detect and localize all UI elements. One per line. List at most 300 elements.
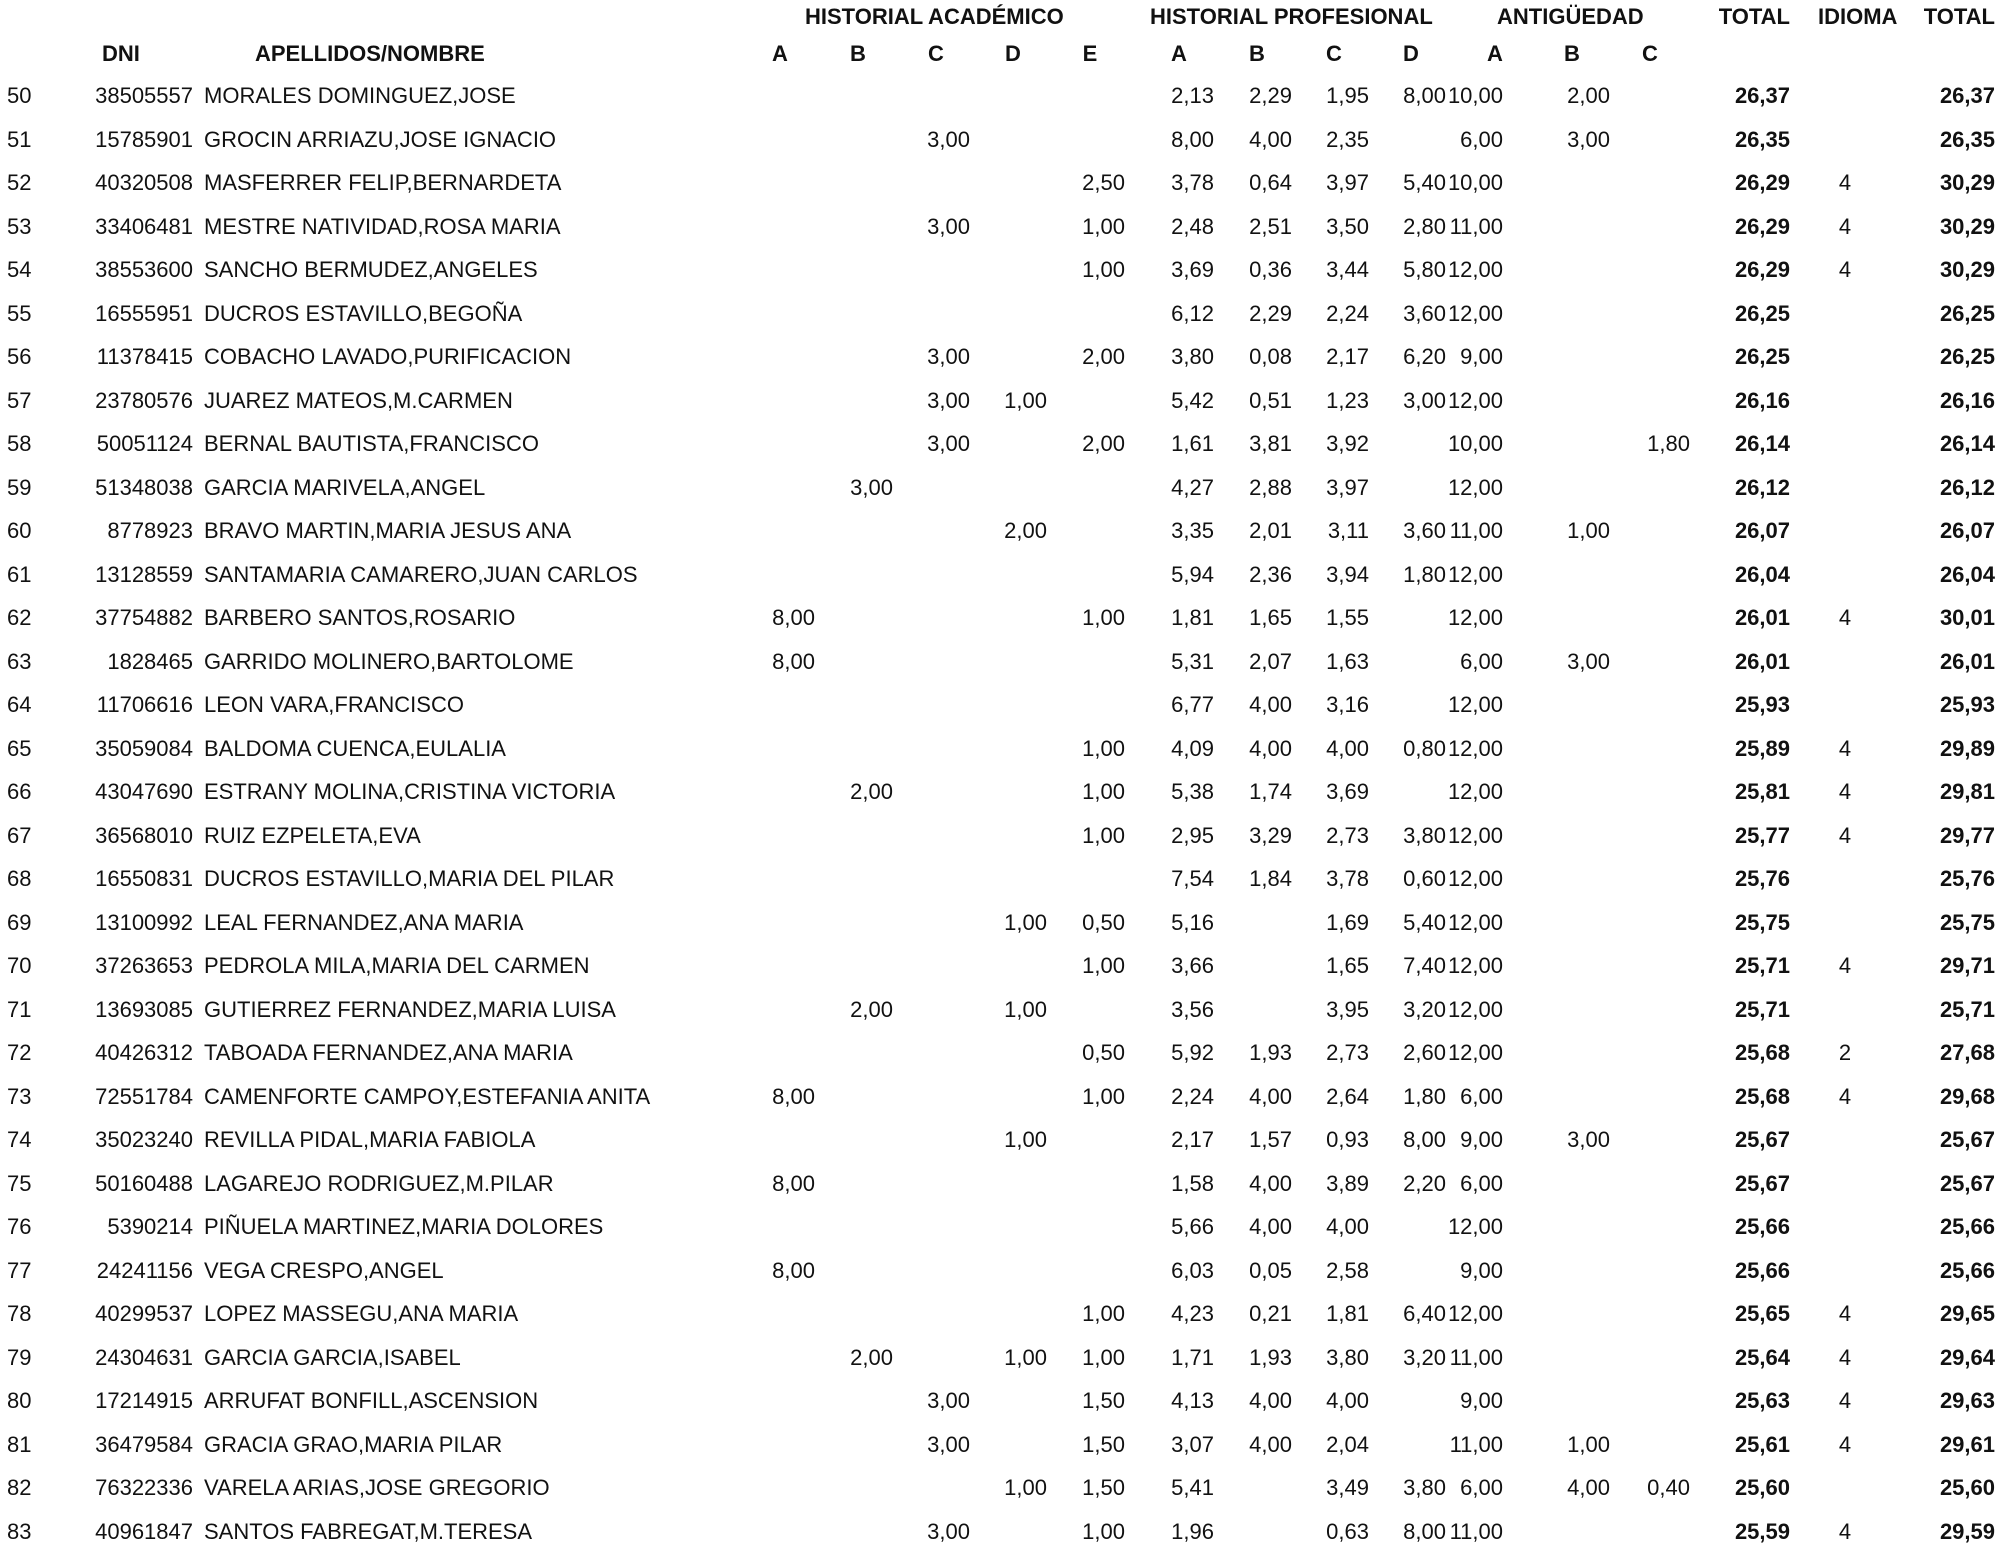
row-number: 65 <box>7 735 32 761</box>
row-prof-b: 1,93 <box>1249 1040 1292 1065</box>
row-dni: 40961847 <box>95 1518 193 1544</box>
row-acad-e: 1,50 <box>1082 1388 1125 1413</box>
row-dni: 35023240 <box>95 1127 193 1152</box>
row-prof-a: 4,27 <box>1171 474 1214 500</box>
row-name: CAMENFORTE CAMPOY,ESTEFANIA ANITA <box>204 1083 651 1109</box>
row-prof-a: 5,66 <box>1171 1214 1214 1239</box>
row-number: 61 <box>7 561 32 587</box>
row-acad-e: 1,00 <box>1082 1518 1125 1544</box>
row-number: 63 <box>7 648 32 674</box>
row-antig-a: 10,00 <box>1447 83 1503 108</box>
row-prof-a: 4,23 <box>1171 1301 1214 1326</box>
row-antig-a: 6,00 <box>1460 126 1503 152</box>
row-prof-a: 1,61 <box>1171 431 1214 456</box>
row-name: MASFERRER FELIP,BERNARDETA <box>204 170 562 195</box>
row-name: BERNAL BAUTISTA,FRANCISCO <box>204 431 539 456</box>
row-total: 25,67 <box>1734 1170 1790 1196</box>
row-prof-b: 2,88 <box>1249 474 1292 500</box>
row-number: 75 <box>7 1170 32 1196</box>
row-prof-c: 3,49 <box>1326 1475 1369 1500</box>
row-prof-d: 5,40 <box>1403 909 1446 935</box>
row-number: 53 <box>7 213 32 239</box>
row-name: VARELA ARIAS,JOSE GREGORIO <box>204 1475 550 1500</box>
row-total: 26,35 <box>1734 126 1790 152</box>
row-prof-d: 8,00 <box>1403 1518 1446 1544</box>
row-prof-c: 2,64 <box>1326 1083 1369 1109</box>
row-dni: 35059084 <box>95 735 193 761</box>
row-prof-b: 2,36 <box>1249 561 1292 587</box>
row-total-final: 29,71 <box>1939 953 1995 978</box>
row-prof-b: 0,36 <box>1249 257 1292 282</box>
row-idioma: 4 <box>1838 1431 1852 1457</box>
row-acad-a: 8,00 <box>772 1083 815 1109</box>
row-dni: 16555951 <box>95 300 193 326</box>
row-prof-d: 3,80 <box>1403 1475 1446 1500</box>
row-acad-e: 1,00 <box>1082 1344 1125 1370</box>
row-prof-d: 0,80 <box>1403 735 1446 761</box>
row-prof-c: 3,89 <box>1326 1170 1369 1196</box>
row-acad-c: 3,00 <box>927 213 970 239</box>
row-total: 26,16 <box>1734 387 1790 413</box>
row-total: 25,65 <box>1734 1301 1790 1326</box>
row-antig-a: 12,00 <box>1447 1040 1503 1065</box>
row-prof-b: 4,00 <box>1249 126 1292 152</box>
row-antig-a: 12,00 <box>1447 474 1503 500</box>
row-antig-b: 3,00 <box>1567 648 1610 674</box>
row-name: PIÑUELA MARTINEZ,MARIA DOLORES <box>204 1214 604 1239</box>
row-name: MESTRE NATIVIDAD,ROSA MARIA <box>204 213 561 239</box>
row-idioma: 4 <box>1838 822 1852 848</box>
row-total: 25,60 <box>1734 1475 1790 1500</box>
row-total-final: 26,12 <box>1939 474 1995 500</box>
row-name: GARRIDO MOLINERO,BARTOLOME <box>204 648 574 674</box>
col-prof-a: A <box>1171 41 1187 66</box>
row-prof-a: 6,03 <box>1171 1257 1214 1283</box>
row-prof-d: 3,60 <box>1403 518 1446 543</box>
row-name: VEGA CRESPO,ANGEL <box>204 1257 444 1283</box>
row-prof-a: 6,12 <box>1171 300 1214 326</box>
row-dni: 37754882 <box>95 605 193 630</box>
row-prof-a: 5,41 <box>1171 1475 1214 1500</box>
row-acad-c: 3,00 <box>927 126 970 152</box>
row-antig-b: 1,00 <box>1567 518 1610 543</box>
row-name: JUAREZ MATEOS,M.CARMEN <box>204 387 513 413</box>
row-prof-d: 3,80 <box>1403 822 1446 848</box>
row-total: 25,66 <box>1734 1257 1790 1283</box>
row-total: 26,14 <box>1734 431 1790 456</box>
row-dni: 11378415 <box>96 344 193 369</box>
col-acad-d: D <box>1005 41 1021 66</box>
row-prof-d: 1,80 <box>1403 1083 1446 1109</box>
row-prof-b: 3,29 <box>1249 822 1292 848</box>
row-prof-c: 2,24 <box>1326 300 1369 326</box>
row-acad-e: 0,50 <box>1082 909 1125 935</box>
row-prof-c: 3,94 <box>1326 561 1369 587</box>
row-antig-a: 12,00 <box>1447 561 1503 587</box>
row-prof-a: 5,31 <box>1171 648 1214 674</box>
row-acad-e: 1,00 <box>1082 213 1125 239</box>
row-prof-a: 5,94 <box>1171 561 1214 587</box>
row-idioma: 4 <box>1838 1344 1852 1370</box>
row-total-final: 29,59 <box>1939 1518 1995 1544</box>
row-prof-a: 3,56 <box>1171 996 1214 1022</box>
row-prof-a: 1,96 <box>1171 1518 1214 1544</box>
row-idioma: 2 <box>1838 1040 1852 1065</box>
row-name: SANTAMARIA CAMARERO,JUAN CARLOS <box>204 561 638 587</box>
row-prof-d: 3,60 <box>1403 300 1446 326</box>
row-idioma: 4 <box>1838 779 1852 804</box>
row-acad-e: 1,00 <box>1082 953 1125 978</box>
row-prof-b: 1,74 <box>1249 779 1292 804</box>
row-acad-b: 2,00 <box>850 996 893 1022</box>
row-antig-a: 11,00 <box>1449 1518 1503 1544</box>
row-acad-e: 1,50 <box>1082 1475 1125 1500</box>
row-total: 26,07 <box>1734 518 1790 543</box>
row-acad-d: 1,00 <box>1004 996 1047 1022</box>
col-acad-a: A <box>772 41 788 66</box>
row-name: MORALES DOMINGUEZ,JOSE <box>204 83 516 108</box>
row-number: 77 <box>7 1257 32 1283</box>
row-number: 73 <box>7 1083 32 1109</box>
row-dni: 15785901 <box>95 126 193 152</box>
row-antig-a: 12,00 <box>1447 909 1503 935</box>
row-total-final: 25,76 <box>1939 866 1995 891</box>
row-total-final: 26,25 <box>1939 300 1995 326</box>
row-total: 26,29 <box>1734 257 1790 282</box>
row-prof-a: 8,00 <box>1171 126 1214 152</box>
row-name: GARCIA MARIVELA,ANGEL <box>204 474 486 500</box>
row-prof-d: 2,60 <box>1403 1040 1446 1065</box>
row-acad-e: 1,00 <box>1082 1301 1125 1326</box>
col-antig-b: B <box>1564 41 1580 66</box>
row-number: 58 <box>7 431 32 456</box>
row-total-final: 26,35 <box>1939 126 1995 152</box>
row-total: 26,37 <box>1734 83 1790 108</box>
row-acad-e: 0,50 <box>1082 1040 1125 1065</box>
row-prof-b: 1,65 <box>1249 605 1292 630</box>
row-total-final: 29,77 <box>1939 822 1995 848</box>
col-prof-b: B <box>1249 41 1265 66</box>
row-total: 25,93 <box>1734 692 1790 717</box>
row-number: 72 <box>7 1040 32 1065</box>
row-antig-a: 10,00 <box>1447 170 1503 195</box>
row-idioma: 4 <box>1838 213 1852 239</box>
row-prof-d: 2,20 <box>1403 1170 1446 1196</box>
row-acad-c: 3,00 <box>927 344 970 369</box>
row-prof-b: 0,21 <box>1249 1301 1292 1326</box>
row-dni: 43047690 <box>95 779 193 804</box>
row-number: 64 <box>7 692 32 717</box>
group-antiguedad: ANTIGÜEDAD <box>1497 4 1644 29</box>
row-name: BRAVO MARTIN,MARIA JESUS ANA <box>204 518 572 543</box>
row-number: 68 <box>7 866 32 891</box>
group-total: TOTAL <box>1718 4 1790 29</box>
row-name: ESTRANY MOLINA,CRISTINA VICTORIA <box>204 779 616 804</box>
row-total: 25,68 <box>1734 1040 1790 1065</box>
row-prof-b: 0,51 <box>1249 387 1292 413</box>
row-number: 55 <box>7 300 32 326</box>
row-number: 80 <box>7 1388 32 1413</box>
row-total: 25,75 <box>1734 909 1790 935</box>
row-idioma: 4 <box>1838 170 1852 195</box>
row-prof-a: 5,42 <box>1171 387 1214 413</box>
row-prof-d: 6,20 <box>1403 344 1446 369</box>
row-total-final: 25,67 <box>1939 1170 1995 1196</box>
row-prof-c: 1,63 <box>1326 648 1369 674</box>
row-prof-c: 4,00 <box>1326 1214 1369 1239</box>
row-prof-d: 5,80 <box>1403 257 1446 282</box>
row-number: 62 <box>7 605 32 630</box>
row-prof-a: 3,80 <box>1171 344 1214 369</box>
row-acad-e: 1,00 <box>1082 605 1125 630</box>
row-antig-a: 12,00 <box>1447 996 1503 1022</box>
row-number: 79 <box>7 1344 32 1370</box>
row-total: 25,67 <box>1734 1127 1790 1152</box>
row-total-final: 29,89 <box>1939 735 1995 761</box>
row-number: 57 <box>7 387 32 413</box>
row-antig-b: 4,00 <box>1567 1475 1610 1500</box>
row-antig-a: 10,00 <box>1447 431 1503 456</box>
row-acad-c: 3,00 <box>927 1431 970 1457</box>
row-total: 26,25 <box>1734 300 1790 326</box>
row-prof-b: 2,29 <box>1249 83 1292 108</box>
row-prof-d: 3,20 <box>1403 1344 1446 1370</box>
row-prof-c: 1,69 <box>1326 909 1369 935</box>
row-dni: 13128559 <box>95 561 193 587</box>
row-prof-a: 2,24 <box>1171 1083 1214 1109</box>
row-prof-b: 1,84 <box>1249 866 1292 891</box>
row-total: 25,89 <box>1734 735 1790 761</box>
row-idioma: 4 <box>1838 953 1852 978</box>
row-total-final: 25,93 <box>1939 692 1995 717</box>
row-number: 66 <box>7 779 32 804</box>
row-acad-a: 8,00 <box>772 1257 815 1283</box>
row-antig-a: 6,00 <box>1460 1083 1503 1109</box>
row-prof-c: 3,69 <box>1326 779 1369 804</box>
row-idioma: 4 <box>1838 1301 1852 1326</box>
row-acad-c: 3,00 <box>927 1388 970 1413</box>
row-prof-c: 3,95 <box>1326 996 1369 1022</box>
row-total: 25,63 <box>1734 1388 1790 1413</box>
row-dni: 13693085 <box>95 996 193 1022</box>
row-acad-e: 1,00 <box>1082 1083 1125 1109</box>
row-total-final: 26,01 <box>1939 648 1995 674</box>
row-name: GARCIA GARCIA,ISABEL <box>204 1344 461 1370</box>
row-antig-a: 11,00 <box>1449 1431 1503 1457</box>
row-prof-a: 7,54 <box>1171 866 1214 891</box>
row-antig-a: 12,00 <box>1447 822 1503 848</box>
row-name: COBACHO LAVADO,PURIFICACION <box>204 344 572 369</box>
group-historial-profesional: HISTORIAL PROFESIONAL <box>1150 4 1433 29</box>
row-total: 25,81 <box>1734 779 1790 804</box>
row-prof-d: 2,80 <box>1403 213 1446 239</box>
row-total-final: 26,14 <box>1939 431 1995 456</box>
row-total: 26,01 <box>1734 648 1790 674</box>
row-idioma: 4 <box>1838 605 1852 630</box>
row-number: 67 <box>7 822 32 848</box>
row-dni: 11706616 <box>96 692 193 717</box>
row-antig-c: 0,40 <box>1647 1475 1690 1500</box>
row-total-final: 26,37 <box>1939 83 1995 108</box>
row-prof-a: 1,71 <box>1171 1344 1214 1370</box>
row-antig-a: 12,00 <box>1447 1214 1503 1239</box>
row-antig-a: 11,00 <box>1449 213 1503 239</box>
row-antig-a: 12,00 <box>1447 866 1503 891</box>
row-acad-a: 8,00 <box>772 648 815 674</box>
row-name: LEAL FERNANDEZ,ANA MARIA <box>204 909 524 935</box>
row-name: TABOADA FERNANDEZ,ANA MARIA <box>204 1040 573 1065</box>
row-number: 50 <box>7 83 32 108</box>
row-dni: 38505557 <box>95 83 193 108</box>
row-prof-c: 3,16 <box>1326 692 1369 717</box>
row-prof-d: 0,60 <box>1403 866 1446 891</box>
row-antig-a: 12,00 <box>1447 779 1503 804</box>
row-dni: 40426312 <box>95 1040 193 1065</box>
row-prof-d: 1,80 <box>1403 561 1446 587</box>
row-prof-b: 4,00 <box>1249 692 1292 717</box>
row-prof-a: 2,13 <box>1171 83 1214 108</box>
row-total: 25,71 <box>1734 996 1790 1022</box>
row-antig-a: 12,00 <box>1447 692 1503 717</box>
row-total-final: 29,65 <box>1939 1301 1995 1326</box>
row-acad-e: 1,50 <box>1082 1431 1125 1457</box>
row-total-final: 30,29 <box>1939 170 1995 195</box>
row-number: 56 <box>7 344 32 369</box>
row-number: 69 <box>7 909 32 935</box>
row-name: GRACIA GRAO,MARIA PILAR <box>204 1431 503 1457</box>
row-prof-b: 4,00 <box>1249 1083 1292 1109</box>
col-antig-a: A <box>1487 41 1503 66</box>
row-dni: 8778923 <box>107 518 193 543</box>
row-number: 51 <box>7 126 32 152</box>
row-prof-a: 4,13 <box>1171 1388 1214 1413</box>
row-total: 25,77 <box>1734 822 1790 848</box>
row-antig-a: 9,00 <box>1460 1388 1503 1413</box>
row-antig-b: 3,00 <box>1567 126 1610 152</box>
row-total-final: 29,81 <box>1939 779 1995 804</box>
row-total: 25,59 <box>1734 1518 1790 1544</box>
row-total-final: 25,67 <box>1939 1127 1995 1152</box>
row-prof-d: 3,20 <box>1403 996 1446 1022</box>
row-number: 70 <box>7 953 32 978</box>
row-antig-b: 2,00 <box>1567 83 1610 108</box>
row-dni: 40299537 <box>95 1301 193 1326</box>
row-acad-a: 8,00 <box>772 1170 815 1196</box>
row-dni: 50160488 <box>95 1170 193 1196</box>
col-apellidos-nombre: APELLIDOS/NOMBRE <box>255 41 485 66</box>
row-prof-a: 4,09 <box>1171 735 1214 761</box>
row-prof-a: 5,38 <box>1171 779 1214 804</box>
row-acad-e: 2,50 <box>1082 170 1125 195</box>
row-dni: 36479584 <box>95 1431 193 1457</box>
col-acad-e: E <box>1082 41 1098 66</box>
row-prof-b: 2,07 <box>1249 648 1292 674</box>
row-prof-b: 1,57 <box>1249 1127 1292 1152</box>
row-prof-a: 3,35 <box>1171 518 1214 543</box>
row-prof-b: 2,29 <box>1249 300 1292 326</box>
row-total: 26,29 <box>1734 170 1790 195</box>
row-total-final: 29,61 <box>1939 1431 1995 1457</box>
row-acad-c: 3,00 <box>927 1518 970 1544</box>
row-name: ARRUFAT BONFILL,ASCENSION <box>204 1388 539 1413</box>
row-total: 25,64 <box>1734 1344 1790 1370</box>
row-prof-c: 2,17 <box>1326 344 1369 369</box>
row-prof-b: 1,93 <box>1249 1344 1292 1370</box>
row-total: 25,71 <box>1734 953 1790 978</box>
row-prof-b: 4,00 <box>1249 1170 1292 1196</box>
row-idioma: 4 <box>1838 257 1852 282</box>
row-prof-b: 4,00 <box>1249 735 1292 761</box>
row-acad-e: 1,00 <box>1082 735 1125 761</box>
row-prof-b: 4,00 <box>1249 1214 1292 1239</box>
group-idioma: IDIOMA <box>1818 4 1898 29</box>
row-total-final: 25,66 <box>1939 1257 1995 1283</box>
row-antig-c: 1,80 <box>1647 431 1690 456</box>
row-name: REVILLA PIDAL,MARIA FABIOLA <box>204 1127 536 1152</box>
row-name: BALDOMA CUENCA,EULALIA <box>204 735 506 761</box>
row-total-final: 26,07 <box>1939 518 1995 543</box>
row-total: 26,25 <box>1734 344 1790 369</box>
row-antig-a: 9,00 <box>1460 1257 1503 1283</box>
row-acad-e: 1,00 <box>1082 822 1125 848</box>
row-total-final: 30,29 <box>1939 257 1995 282</box>
row-name: DUCROS ESTAVILLO,MARIA DEL PILAR <box>204 866 615 891</box>
row-prof-c: 3,78 <box>1326 866 1369 891</box>
row-prof-c: 3,50 <box>1326 213 1369 239</box>
row-prof-b: 3,81 <box>1249 431 1292 456</box>
row-dni: 72551784 <box>95 1083 193 1109</box>
row-dni: 17214915 <box>95 1388 193 1413</box>
row-prof-a: 6,77 <box>1171 692 1214 717</box>
row-total-final: 30,01 <box>1939 605 1995 630</box>
col-acad-b: B <box>850 41 866 66</box>
row-prof-c: 3,11 <box>1327 518 1369 543</box>
row-prof-c: 1,65 <box>1326 953 1369 978</box>
row-name: SANTOS FABREGAT,M.TERESA <box>204 1518 533 1544</box>
row-acad-e: 1,00 <box>1082 257 1125 282</box>
row-acad-b: 3,00 <box>850 474 893 500</box>
row-antig-a: 12,00 <box>1447 1301 1503 1326</box>
row-number: 81 <box>7 1431 32 1457</box>
row-prof-c: 3,97 <box>1326 170 1369 195</box>
row-name: SANCHO BERMUDEZ,ANGELES <box>204 257 538 282</box>
row-prof-b: 0,08 <box>1249 344 1292 369</box>
row-dni: 24241156 <box>96 1257 193 1283</box>
row-prof-c: 2,58 <box>1326 1257 1369 1283</box>
row-prof-c: 3,92 <box>1326 431 1369 456</box>
row-prof-a: 2,95 <box>1171 822 1214 848</box>
row-prof-d: 8,00 <box>1403 1127 1446 1152</box>
row-acad-d: 1,00 <box>1004 1127 1047 1152</box>
row-total: 25,68 <box>1734 1083 1790 1109</box>
row-name: BARBERO SANTOS,ROSARIO <box>204 605 516 630</box>
row-number: 78 <box>7 1301 32 1326</box>
row-acad-d: 1,00 <box>1004 1344 1047 1370</box>
row-name: LEON VARA,FRANCISCO <box>204 692 464 717</box>
col-prof-c: C <box>1326 41 1342 66</box>
row-antig-a: 12,00 <box>1447 735 1503 761</box>
row-total: 25,61 <box>1734 1431 1790 1457</box>
row-prof-b: 2,51 <box>1249 213 1292 239</box>
row-idioma: 4 <box>1838 735 1852 761</box>
row-acad-a: 8,00 <box>772 605 815 630</box>
row-prof-c: 2,73 <box>1326 1040 1369 1065</box>
row-idioma: 4 <box>1838 1388 1852 1413</box>
row-dni: 16550831 <box>95 866 193 891</box>
row-total: 25,66 <box>1734 1214 1790 1239</box>
row-name: LAGAREJO RODRIGUEZ,M.PILAR <box>204 1170 554 1196</box>
row-prof-b: 4,00 <box>1249 1431 1292 1457</box>
